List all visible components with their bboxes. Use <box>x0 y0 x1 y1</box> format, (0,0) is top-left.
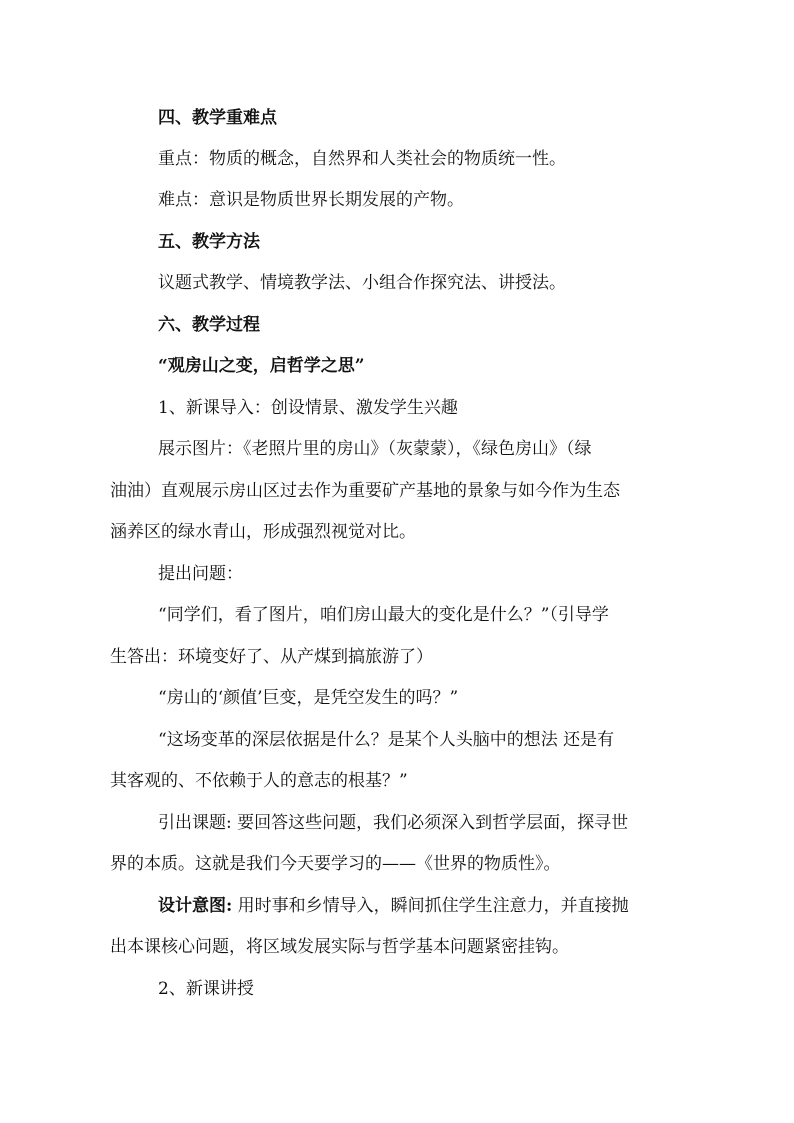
question3-line-2: 其客观的、不依赖于人的意志的根基？” <box>110 771 408 791</box>
design-intent-line-1 <box>158 895 734 917</box>
show-pictures-line-3: 涵养区的绿水青山，形成强烈视觉对比。 <box>110 522 416 542</box>
show-pictures-line-2: 油油）直观展示房山区过去作为重要矿产基地的景象与如今作为生态 <box>110 481 620 501</box>
methods-text: 议题式教学、情境教学法、小组合作探究法、讲授法。 <box>158 273 566 293</box>
theme-title: “观房山之变，启哲学之思” <box>158 356 365 376</box>
section-heading-key-points: 四、教学重难点 <box>158 108 277 128</box>
intro-topic-line-1: 引出课题: 要回答这些问题，我们必须深入到哲学层面，探寻世 <box>158 813 629 833</box>
intro-topic-line-2: 界的本质。这就是我们今天要学习的——《世界的物质性》。 <box>110 854 561 874</box>
design-intent-text: 用时事和乡情导入，瞬间抓住学生注意力，并直接抛 <box>232 896 629 916</box>
key-point-text: 重点：物质的概念，自然界和人类社会的物质统一性。 <box>158 149 566 169</box>
section-heading-methods: 五、教学方法 <box>158 232 260 252</box>
step1-title: 1、新课导入：创设情景、激发学生兴趣 <box>158 398 458 418</box>
step2-title: 2、新课讲授 <box>158 979 254 999</box>
difficult-point-text: 难点：意识是物质世界长期发展的产物。 <box>158 190 464 210</box>
section-heading-process: 六、教学过程 <box>158 315 260 335</box>
question1-line-1: “同学们，看了图片，咱们房山最大的变化是什么？”（引导学 <box>158 605 609 625</box>
question2: “房山的‘颜值’巨变，是凭空发生的吗？” <box>158 688 459 708</box>
design-intent-label: 设计意图: <box>158 896 233 916</box>
question3-line-1: “这场变革的深层依据是什么？是某个人头脑中的想法 还是有 <box>158 730 615 750</box>
design-intent-line-2: 出本课核心问题，将区域发展实际与哲学基本问题紧密挂钩。 <box>110 937 569 957</box>
show-pictures-line-1: 展示图片：《老照片里的房山》（灰蒙蒙），《绿色房山》（绿 <box>158 439 592 459</box>
ask-questions-label: 提出问题： <box>158 564 243 584</box>
question1-line-2: 生答出：环境变好了、从产煤到搞旅游了） <box>110 647 433 667</box>
